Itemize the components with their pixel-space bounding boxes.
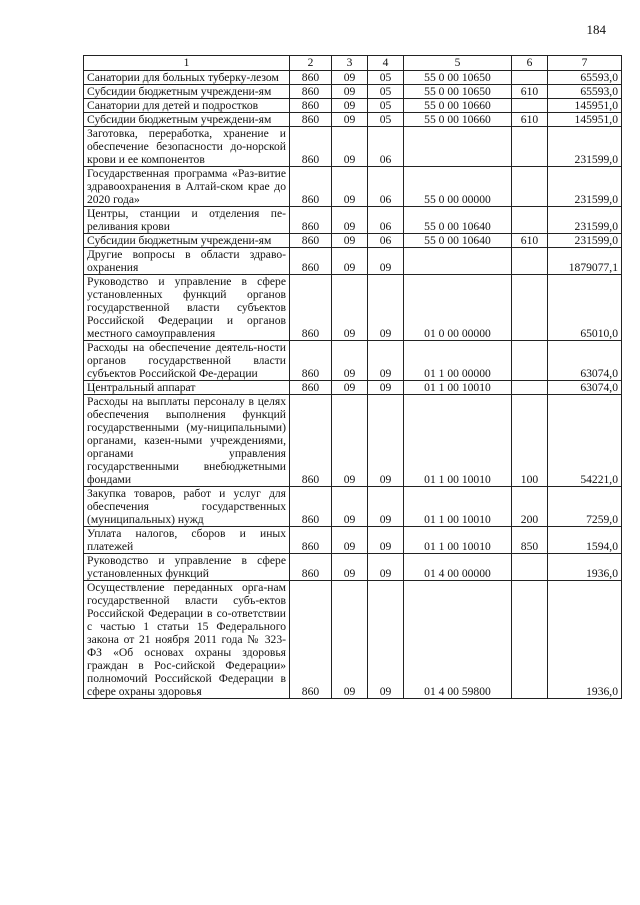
amount-cell: 1594,0 (548, 527, 622, 554)
section-code-cell: 09 (332, 275, 368, 341)
subsection-code-cell: 06 (368, 127, 404, 167)
amount-cell: 231599,0 (548, 207, 622, 234)
table-row (84, 248, 622, 275)
expense-type-cell (512, 127, 548, 167)
amount-cell: 1936,0 (548, 581, 622, 699)
section-code-cell: 09 (332, 127, 368, 167)
expense-type-cell (512, 554, 548, 581)
target-article-cell: 55 0 00 10650 (404, 71, 512, 85)
amount-cell: 63074,0 (548, 381, 622, 395)
row-name-cell: Расходы на обеспечение деятель-ности органов государственной власти субъектов Российской Фе-дерации (84, 341, 290, 381)
row-name-cell: Руководство и управление в сфере установленных функций (84, 554, 290, 581)
section-code-cell: 09 (332, 207, 368, 234)
target-article-cell: 01 4 00 00000 (404, 554, 512, 581)
row-name-cell: Санатории для больных туберку-лезом (84, 71, 290, 85)
expense-type-cell (512, 99, 548, 113)
target-article-cell: 01 1 00 10010 (404, 381, 512, 395)
subsection-code-cell: 09 (368, 275, 404, 341)
row-name-cell: Центральный аппарат (84, 381, 290, 395)
target-article-cell: 55 0 00 10660 (404, 99, 512, 113)
expense-type-cell (512, 341, 548, 381)
row-name-cell: Заготовка, переработка, хранение и обеспечение безопасности до-норской крови и ее компонентов (84, 127, 290, 167)
amount-cell: 54221,0 (548, 395, 622, 487)
expense-type-cell: 610 (512, 234, 548, 248)
target-article-cell: 55 0 00 00000 (404, 167, 512, 207)
expense-type-cell (512, 207, 548, 234)
subsection-code-cell: 05 (368, 113, 404, 127)
amount-cell: 65593,0 (548, 71, 622, 85)
section-code-cell: 09 (332, 381, 368, 395)
target-article-cell (404, 127, 512, 167)
column-header: 5 (404, 56, 512, 71)
section-code-cell: 09 (332, 234, 368, 248)
target-article-cell: 01 0 00 00000 (404, 275, 512, 341)
table-row (84, 527, 622, 554)
admin-code-cell: 860 (290, 248, 332, 275)
section-code-cell: 09 (332, 113, 368, 127)
row-name-cell: Субсидии бюджетным учреждени-ям (84, 234, 290, 248)
target-article-cell: 01 1 00 00000 (404, 341, 512, 381)
subsection-code-cell: 06 (368, 234, 404, 248)
expense-type-cell: 100 (512, 395, 548, 487)
row-name-cell: Закупка товаров, работ и услуг для обеспечения государственных (муниципальных) нужд (84, 487, 290, 527)
row-name-cell: Субсидии бюджетным учреждени-ям (84, 113, 290, 127)
section-code-cell: 09 (332, 487, 368, 527)
row-name-cell: Центры, станции и отделения пе-реливания крови (84, 207, 290, 234)
table-row (84, 395, 622, 487)
table-row (84, 554, 622, 581)
subsection-code-cell: 06 (368, 167, 404, 207)
subsection-code-cell: 09 (368, 381, 404, 395)
subsection-code-cell: 06 (368, 207, 404, 234)
admin-code-cell: 860 (290, 527, 332, 554)
amount-cell: 1879077,1 (548, 248, 622, 275)
amount-cell: 1936,0 (548, 554, 622, 581)
target-article-cell (404, 248, 512, 275)
target-article-cell: 01 1 00 10010 (404, 487, 512, 527)
amount-cell: 231599,0 (548, 167, 622, 207)
admin-code-cell: 860 (290, 487, 332, 527)
admin-code-cell: 860 (290, 207, 332, 234)
admin-code-cell: 860 (290, 381, 332, 395)
section-code-cell: 09 (332, 167, 368, 207)
subsection-code-cell: 09 (368, 527, 404, 554)
section-code-cell: 09 (332, 99, 368, 113)
subsection-code-cell: 09 (368, 487, 404, 527)
table-row (84, 234, 622, 248)
page-number: 184 (586, 22, 606, 37)
row-name-cell: Расходы на выплаты персоналу в целях обеспечения выполнения функций государственными (му-ниципальными) органами, казен-ными учреждениями, органами управления государственными внебюджетными фондами (84, 395, 290, 487)
target-article-cell: 55 0 00 10640 (404, 234, 512, 248)
admin-code-cell: 860 (290, 167, 332, 207)
subsection-code-cell: 09 (368, 341, 404, 381)
budget-table (83, 55, 622, 699)
column-header: 7 (548, 56, 622, 71)
section-code-cell: 09 (332, 527, 368, 554)
expense-type-cell (512, 381, 548, 395)
column-header: 4 (368, 56, 404, 71)
amount-cell: 231599,0 (548, 234, 622, 248)
amount-cell: 145951,0 (548, 99, 622, 113)
column-header: 6 (512, 56, 548, 71)
admin-code-cell: 860 (290, 99, 332, 113)
table-row (84, 487, 622, 527)
admin-code-cell: 860 (290, 85, 332, 99)
subsection-code-cell: 05 (368, 71, 404, 85)
admin-code-cell: 860 (290, 113, 332, 127)
amount-cell: 231599,0 (548, 127, 622, 167)
admin-code-cell: 860 (290, 341, 332, 381)
row-name-cell: Уплата налогов, сборов и иных платежей (84, 527, 290, 554)
target-article-cell: 55 0 00 10650 (404, 85, 512, 99)
column-header: 2 (290, 56, 332, 71)
expense-type-cell (512, 248, 548, 275)
table-row (84, 581, 622, 699)
row-name-cell: Другие вопросы в области здраво-охранения (84, 248, 290, 275)
expense-type-cell: 850 (512, 527, 548, 554)
table-row (84, 341, 622, 381)
table-row (84, 381, 622, 395)
row-name-cell: Государственная программа «Раз-витие здравоохранения в Алтай-ском крае до 2020 года» (84, 167, 290, 207)
target-article-cell: 55 0 00 10640 (404, 207, 512, 234)
subsection-code-cell: 09 (368, 248, 404, 275)
table-body (84, 71, 622, 699)
subsection-code-cell: 09 (368, 581, 404, 699)
amount-cell: 63074,0 (548, 341, 622, 381)
column-header: 1 (84, 56, 290, 71)
admin-code-cell: 860 (290, 275, 332, 341)
amount-cell: 145951,0 (548, 113, 622, 127)
row-name-cell: Санатории для детей и подростков (84, 99, 290, 113)
admin-code-cell: 860 (290, 581, 332, 699)
amount-cell: 65593,0 (548, 85, 622, 99)
target-article-cell: 01 1 00 10010 (404, 395, 512, 487)
table-row (84, 71, 622, 85)
amount-cell: 7259,0 (548, 487, 622, 527)
expense-type-cell (512, 581, 548, 699)
section-code-cell: 09 (332, 554, 368, 581)
column-header: 3 (332, 56, 368, 71)
section-code-cell: 09 (332, 581, 368, 699)
table-row (84, 99, 622, 113)
expense-type-cell: 610 (512, 85, 548, 99)
section-code-cell: 09 (332, 341, 368, 381)
expense-type-cell (512, 71, 548, 85)
table-row (84, 275, 622, 341)
subsection-code-cell: 09 (368, 395, 404, 487)
section-code-cell: 09 (332, 85, 368, 99)
subsection-code-cell: 09 (368, 554, 404, 581)
expense-type-cell (512, 167, 548, 207)
section-code-cell: 09 (332, 71, 368, 85)
admin-code-cell: 860 (290, 234, 332, 248)
section-code-cell: 09 (332, 248, 368, 275)
row-name-cell: Осуществление переданных орга-нам государственной власти субъ-ектов Российской Федерации в со-ответствии с частью 1 статьи 15 Федерального закона от 21 ноября 2011 года № 323-ФЗ «Об основах охраны здоровья граждан в Рос-сийской Федерации» полномочий Российской Федерации в сфере охраны здоровья (84, 581, 290, 699)
table-row (84, 127, 622, 167)
row-name-cell: Руководство и управление в сфере установленных функций органов государственной власти субъектов Российской Федерации и органов местного самоуправления (84, 275, 290, 341)
target-article-cell: 01 4 00 59800 (404, 581, 512, 699)
target-article-cell: 01 1 00 10010 (404, 527, 512, 554)
subsection-code-cell: 05 (368, 99, 404, 113)
table-row (84, 113, 622, 127)
admin-code-cell: 860 (290, 554, 332, 581)
table-row (84, 85, 622, 99)
header-row (84, 56, 622, 71)
admin-code-cell: 860 (290, 127, 332, 167)
table-row (84, 167, 622, 207)
admin-code-cell: 860 (290, 71, 332, 85)
expense-type-cell: 200 (512, 487, 548, 527)
section-code-cell: 09 (332, 395, 368, 487)
amount-cell: 65010,0 (548, 275, 622, 341)
table-row (84, 207, 622, 234)
subsection-code-cell: 05 (368, 85, 404, 99)
expense-type-cell (512, 275, 548, 341)
expense-type-cell: 610 (512, 113, 548, 127)
admin-code-cell: 860 (290, 395, 332, 487)
target-article-cell: 55 0 00 10660 (404, 113, 512, 127)
row-name-cell: Субсидии бюджетным учреждени-ям (84, 85, 290, 99)
